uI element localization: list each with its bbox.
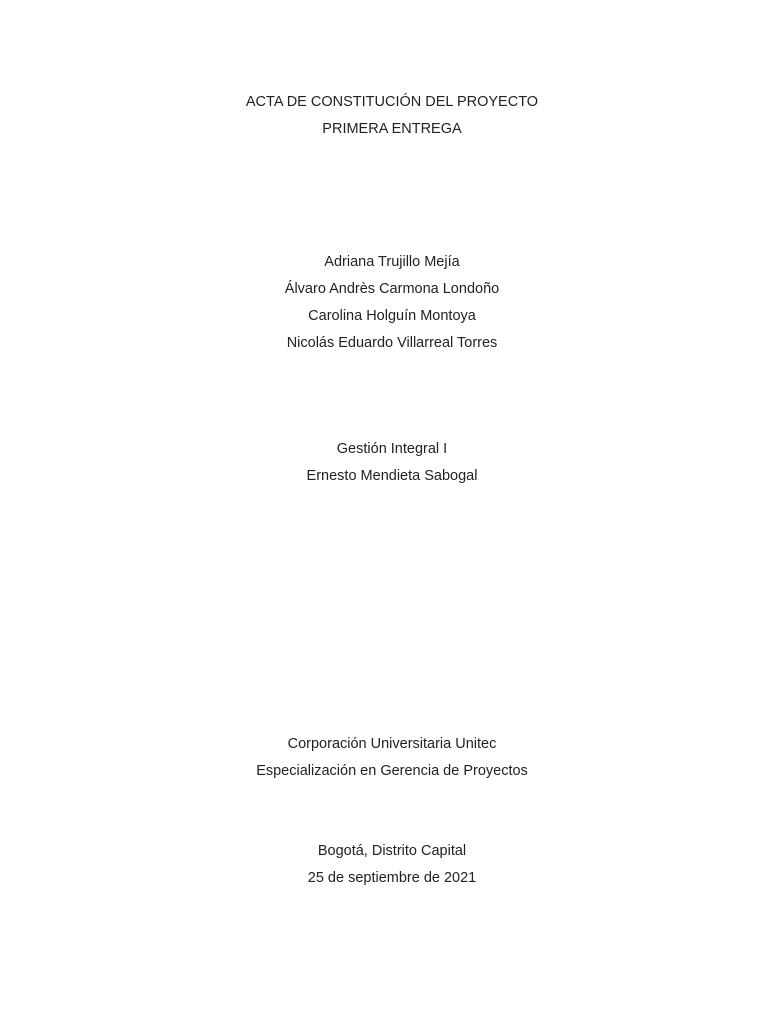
course-name: Gestión Integral I bbox=[336, 441, 448, 457]
instructor-name: Ernesto Mendieta Sabogal bbox=[306, 468, 478, 484]
program-name: Especialización en Gerencia de Proyectos bbox=[256, 763, 528, 779]
author-name: Nicolás Eduardo Villarreal Torres bbox=[286, 335, 498, 351]
author-name: Carolina Holguín Montoya bbox=[308, 308, 476, 324]
author-name: Álvaro Andrès Carmona Londoño bbox=[284, 281, 500, 297]
location: Bogotá, Distrito Capital bbox=[317, 843, 467, 859]
document-title: ACTA DE CONSTITUCIÓN DEL PROYECTO bbox=[245, 94, 539, 110]
document-subtitle: PRIMERA ENTREGA bbox=[322, 121, 462, 137]
date: 25 de septiembre de 2021 bbox=[307, 870, 477, 886]
author-name: Adriana Trujillo Mejía bbox=[324, 254, 460, 270]
institution-name: Corporación Universitaria Unitec bbox=[287, 736, 497, 752]
